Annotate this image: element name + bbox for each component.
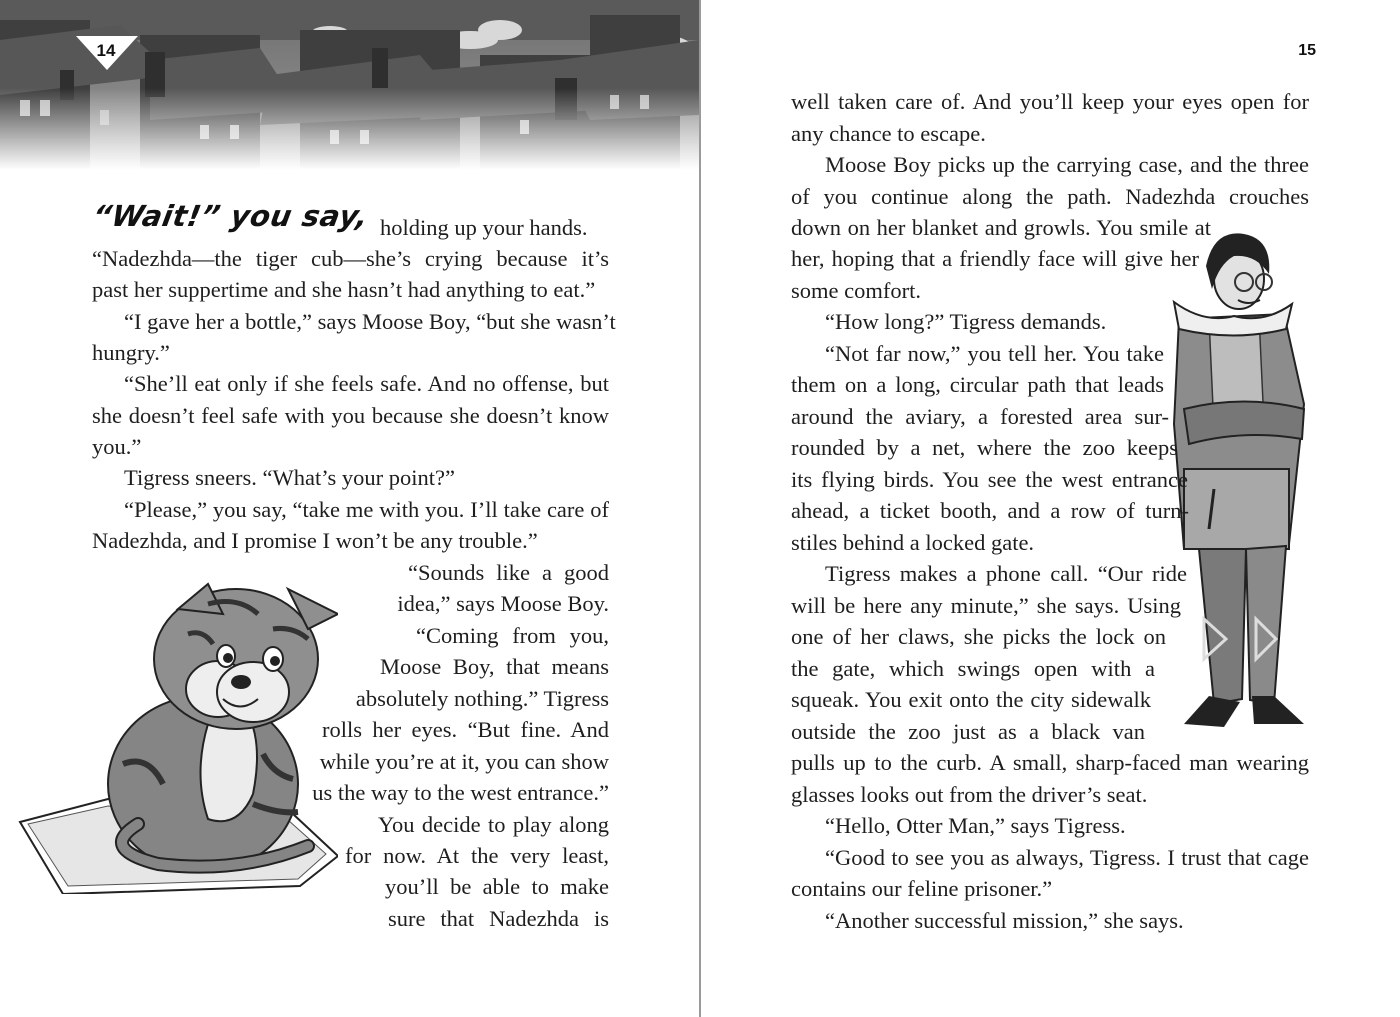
text-line: hungry.” (92, 340, 170, 365)
text-line: Moose Boy picks up the carrying case, and the three (825, 152, 1309, 177)
text-line: contains our feline prisoner.” (791, 876, 1053, 901)
text-line: absolutely nothing.” Tigress (355, 686, 609, 711)
text-line: “Please,” you say, “take me with you. I’ll take care of (124, 497, 609, 522)
text-line: rolls her eyes. “But fine. And (322, 717, 609, 742)
text-line: “Another successful mission,” she says. (825, 908, 1184, 933)
text-line: of you continue along the path. Nadezhda crouches (791, 184, 1309, 209)
text-line: Nadezhda, and I promise I won’t be any trouble.” (92, 528, 538, 553)
text-line: will be here any minute,” she says. Using (791, 593, 1181, 618)
text-line: down on her blanket and growls. You smile at (791, 215, 1211, 240)
text-line: “Hello, Otter Man,” says Tigress. (825, 813, 1126, 838)
text-line: you.” (92, 434, 142, 459)
chapter-lead-in: “Wait!” you say, (89, 199, 372, 233)
text-line: squeak. You exit onto the city sidewalk (791, 687, 1151, 712)
text-line: “I gave her a bottle,” says Moose Boy, “but she wasn’t (124, 309, 616, 334)
text-line: around the aviary, a forested area sur- (791, 404, 1169, 429)
text-line: for now. At the very least, (345, 843, 609, 868)
text-line: them on a long, circular path that leads (791, 372, 1164, 397)
text-line: idea,” says Moose Boy. (397, 591, 609, 616)
text-line: any chance to escape. (791, 121, 986, 146)
text-line: “She’ll eat only if she feels safe. And no offense, but (124, 371, 609, 396)
text-line: some comfort. (791, 278, 921, 303)
text-line: her, hoping that a friendly face will give her (791, 246, 1199, 271)
text-line: she doesn’t feel safe with you because she doesn’t know (92, 403, 609, 428)
city-rooftops-illustration (0, 0, 699, 170)
text-line: “Coming from you, (416, 623, 609, 648)
text-line: Tigress makes a phone call. “Our ride (825, 561, 1187, 586)
text-line: us the way to the west entrance.” (312, 780, 609, 805)
page-number: 15 (1298, 42, 1316, 59)
left-page (0, 0, 699, 1017)
text-line: “Not far now,” you tell her. You take (825, 341, 1164, 366)
text-line: outside the zoo just as a black van (791, 719, 1145, 744)
text-line: sure that Nadezhda is (388, 906, 609, 931)
text-line: you’ll be able to make (385, 874, 609, 899)
text-line: glasses looks out from the driver’s seat. (791, 782, 1148, 807)
text-line: its flying birds. You see the west entrance (791, 467, 1188, 492)
text-line: one of her claws, she picks the lock on (791, 624, 1166, 649)
right-page (701, 0, 1400, 1017)
text-line: “How long?” Tigress demands. (825, 309, 1107, 334)
text-line: ahead, a ticket booth, and a row of turn- (791, 498, 1189, 523)
text-line: the gate, which swings open with a (791, 656, 1155, 681)
text-line: stiles behind a locked gate. (791, 530, 1035, 555)
text-line: Moose Boy, that means (380, 654, 609, 679)
text-line: pulls up to the curb. A small, sharp-faced man wearing (791, 750, 1309, 775)
text-line: “Sounds like a good (408, 560, 609, 585)
text-line: holding up your hands. (380, 215, 588, 240)
text-line: past her suppertime and she hasn’t had anything to eat.” (92, 277, 596, 302)
tiger-cub-illustration (8, 574, 338, 894)
text-line: “Nadezhda—the tiger cub—she’s crying because it’s (92, 246, 609, 271)
text-line: “Good to see you as always, Tigress. I trust that cage (825, 845, 1309, 870)
text-line: Tigress sneers. “What’s your point?” (124, 465, 455, 490)
text-line: rounded by a net, where the zoo keeps (791, 435, 1178, 460)
text-line: well taken care of. And you’ll keep your eyes open for (791, 89, 1309, 114)
page-number: 14 (96, 41, 116, 60)
text-line: while you’re at it, you can show (319, 749, 609, 774)
text-line: You decide to play along (378, 812, 609, 837)
